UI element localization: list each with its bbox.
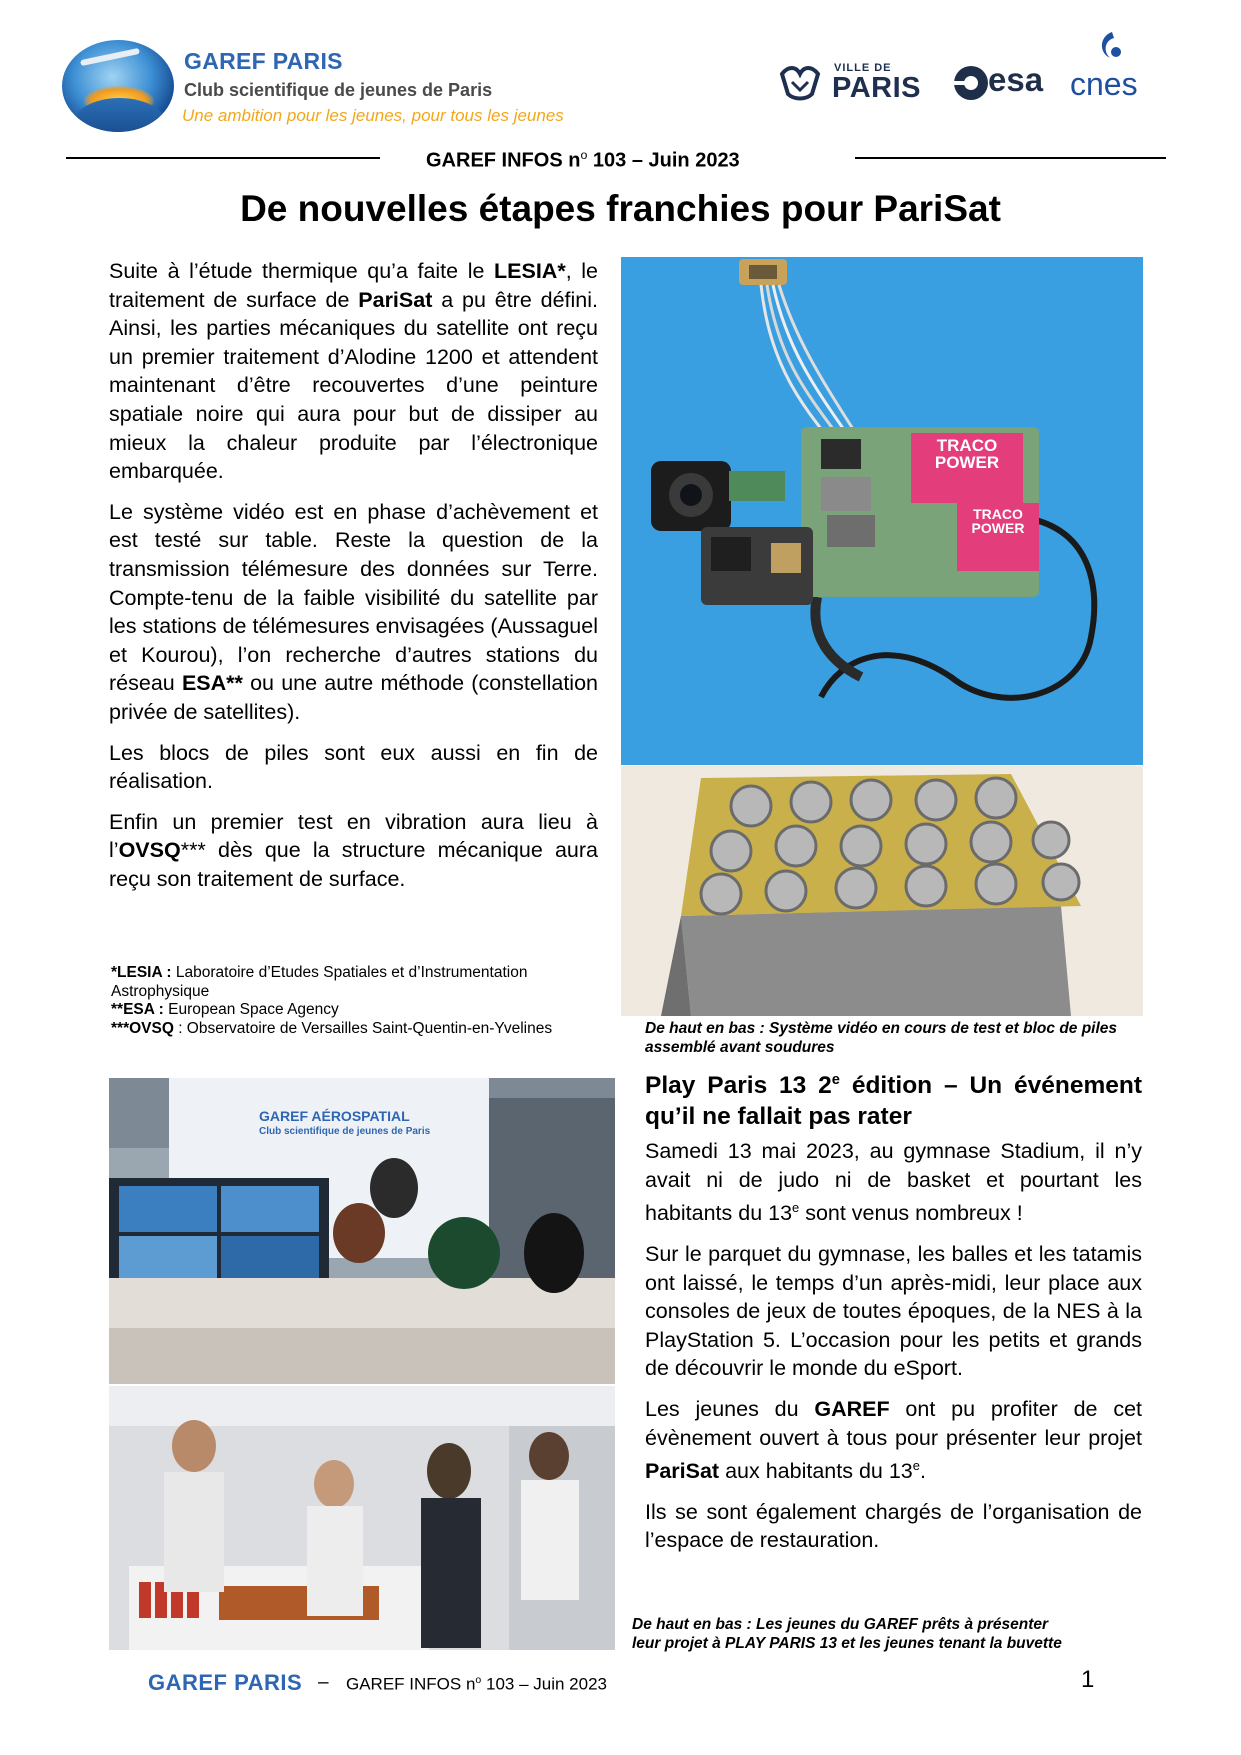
caption-video-battery: De haut en bas : Système vidéo en cours de test et bloc de piles assemblé avant soudures xyxy=(645,1020,1118,1056)
traco-label-2: TRACO POWER xyxy=(971,506,1025,536)
photo-video-system xyxy=(621,257,1143,765)
org-tagline: Une ambition pour les jeunes, pour tous les jeunes xyxy=(182,106,564,125)
play-paris-paragraph-2: Sur le parquet du gymnase, les balles et les tatamis ont laissé, le temps d’un après-midi, leur place aux consoles de jeux de toutes époques, de la NES à la PlayStation 5. L’occasion pour les petits et grands de découvrir le monde du eSport. xyxy=(645,1241,1142,1381)
org-name: GAREF PARIS xyxy=(184,48,343,74)
page-headline: De nouvelles étapes franchies pour PariSat xyxy=(240,188,1001,229)
paris-logo-small: VILLE DE xyxy=(834,62,892,74)
article-play-paris-title: Play Paris 13 2e édition – Un événement qu’il ne fallait pas rater xyxy=(645,1072,1142,1131)
play-paris-paragraph-4: Ils se sont également chargés de l’organisation de l’espace de restauration. xyxy=(645,1499,1142,1553)
cnes-logo-icon xyxy=(1092,30,1128,70)
garef-logo xyxy=(62,40,174,132)
header-rule-right xyxy=(855,157,1166,159)
article-paragraph-4: Enfin un premier test en vibration aura lieu à l’OVSQ*** dès que la structure mécanique aura reçu son traitement de surface. xyxy=(109,809,598,891)
paris-logo-text: PARIS xyxy=(832,72,921,104)
esa-logo-icon xyxy=(952,64,990,102)
footnotes xyxy=(111,964,621,1038)
footer-brand: GAREF PARIS xyxy=(148,1670,303,1695)
footnote-lesia: *LESIA : Laboratoire d’Etudes Spatiales et d’Instrumentation Astrophysique xyxy=(111,964,528,1000)
paris-ship-icon xyxy=(778,60,822,104)
article-parisat xyxy=(109,257,598,893)
esa-logo-text: esa xyxy=(988,61,1044,98)
play-paris-paragraph-3: Les jeunes du GAREF ont pu profiter de cet évènement ouvert à tous pour présenter leur projet PariSat aux habitants du 13e. xyxy=(645,1396,1142,1484)
page-number: 1 xyxy=(1081,1666,1095,1693)
cnes-logo-text: cnes xyxy=(1070,66,1138,102)
article-paragraph-3: Les blocs de piles sont eux aussi en fin de réalisation. xyxy=(109,740,598,794)
photo-battery-pack xyxy=(621,766,1143,1016)
footer-separator: – xyxy=(318,1672,329,1693)
footnote-ovsq: ***OVSQ : Observatoire de Versailles Saint-Quentin-en-Yvelines xyxy=(111,1019,553,1037)
header-rule-left xyxy=(66,157,380,159)
article-play-paris xyxy=(645,1137,1142,1555)
caption-play-paris: De haut en bas : Les jeunes du GAREF prêts à présenter leur projet à PLAY PARIS 13 et les jeunes tenant la buvette xyxy=(632,1616,1062,1652)
issue-title: GAREF INFOS $n^o$ 103 – Juin 2023 xyxy=(426,148,740,172)
play-paris-paragraph-1: Samedi 13 mai 2023, au gymnase Stadium, il n’y avait ni de judo ni de basket et pourtant les habitants du 13e sont venus nombreux ! xyxy=(645,1139,1142,1226)
footnote-esa: **ESA : European Space Agency xyxy=(111,1001,339,1018)
org-subtitle: Club scientifique de jeunes de Paris xyxy=(184,80,493,100)
footer-issue: GAREF INFOS $n^o$ 103 – Juin 2023 xyxy=(346,1674,607,1694)
article-paragraph-1: Suite à l’étude thermique qu’a faite le LESIA*, le traitement de surface de PariSat a pu être défini. Ainsi, les parties mécaniques du satellite ont reçu un premier traitement d’Alodine 1200 et attendent maintenant d’être recouvertes d’une peinture spatiale noire qui aura pour but de dissiper au mieux la chaleur produite par l’électronique embarquée. xyxy=(109,259,598,484)
traco-label-1: TRACO POWER xyxy=(934,436,1000,472)
photo-refreshment-stand xyxy=(109,1386,615,1650)
photo-stand-presentation xyxy=(109,1078,615,1384)
stand-banner-subtitle: Club scientifique de jeunes de Paris xyxy=(259,1126,431,1137)
article-paragraph-2: Le système vidéo est en phase d’achèvement et est testé sur table. Reste la question de la transmission télémesure des données sur Terre. Compte-tenu de la faible visibilité du satellite par les stations de télémesures envisagées (Aussaguel et Kourou), l’on recherche d’autres stations du réseau ESA** ou une autre méthode (constellation privée de satellites). xyxy=(109,499,598,724)
stand-banner-title: GAREF AÉROSPATIAL xyxy=(259,1108,410,1124)
